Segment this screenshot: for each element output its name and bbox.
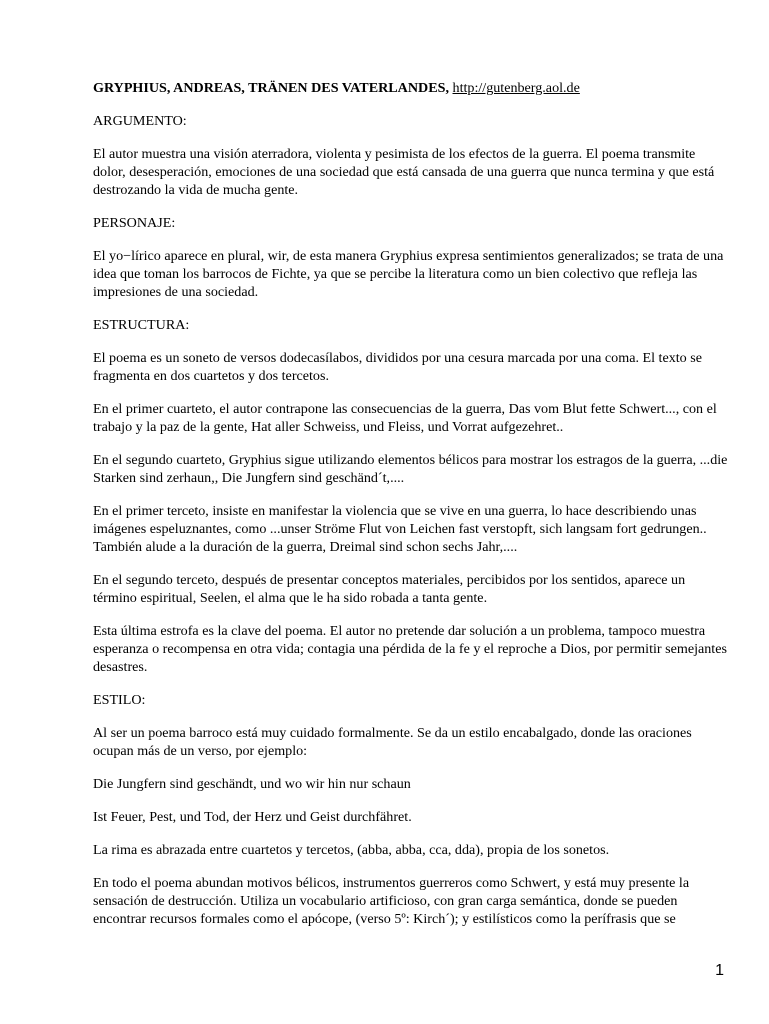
paragraph-estructura: El poema es un soneto de versos dodecasílabos, divididos por una cesura marcada por una coma. El texto se fragmenta en dos cuartetos y dos tercetos. xyxy=(93,350,702,384)
heading-personaje: PERSONAJE: xyxy=(93,215,176,231)
page-number: 1 xyxy=(715,962,724,979)
heading-estructura: ESTRUCTURA: xyxy=(93,317,190,333)
source-link[interactable]: http://gutenberg.aol.de xyxy=(452,80,580,96)
paragraph-ultima-estrofa: Esta última estrofa es la clave del poema. El autor no pretende dar solución a un problema, tampoco muestra esperanza o recompensa en otra vida; contagia una pérdida de la fe y el reproche a Dios, por permitir semejantes desastres. xyxy=(93,623,727,675)
paragraph-primer-cuarteto: En el primer cuarteto, el autor contrapone las consecuencias de la guerra, Das vom Blut fette Schwert..., con el trabajo y la paz de la gente, Hat aller Schweiss, und Fleiss, und Vorrat aufgezehret.. xyxy=(93,401,717,435)
verse-example-2: Ist Feuer, Pest, und Tod, der Herz und Geist durchfähret. xyxy=(93,809,412,825)
paragraph-motivos: En todo el poema abundan motivos bélicos, instrumentos guerreros como Schwert, y está muy presente la sensación de destrucción. Utiliza un vocabulario artificioso, con gran carga semántica, donde se pueden encontrar recursos formales como el apócope, (verso 5º: Kirch´); y estilísticos como la perífrasis que se xyxy=(93,875,690,927)
paragraph-personaje: El yo−lírico aparece en plural, wir, de esta manera Gryphius expresa sentimientos generalizados; se trata de una idea que toman los barrocos de Fichte, ya que se percibe la literatura como un bien colectivo que refleja las impresiones de una sociedad. xyxy=(93,248,724,300)
paragraph-segundo-terceto: En el segundo terceto, después de presentar conceptos materiales, percibidos por los sentidos, aparece un término espiritual, Seelen, el alma que le ha sido robada a tanta gente. xyxy=(93,572,686,606)
paragraph-primer-terceto: En el primer terceto, insiste en manifestar la violencia que se vive en una guerra, lo hace describiendo unas imágenes espeluznantes, como ...unser Ströme Flut von Leichen fast verstopft, sich langsam fort gedrungen.. También alude a la duración de la guerra, Dreimal sind schon sechs Jahr,.... xyxy=(93,503,707,555)
paragraph-argumento: El autor muestra una visión aterradora, violenta y pesimista de los efectos de la guerra. El poema transmite dolor, desesperación, emociones de una sociedad que está cansada de una guerra que nunca termina y que está destrozando la vida de mucha gente. xyxy=(93,146,715,198)
title-text: GRYPHIUS, ANDREAS, TRÄNEN DES VATERLANDES, xyxy=(93,80,449,96)
paragraph-estilo: Al ser un poema barroco está muy cuidado formalmente. Se da un estilo encabalgado, donde las oraciones ocupan más de un verso, por ejemplo: xyxy=(93,725,692,759)
paragraph-segundo-cuarteto: En el segundo cuarteto, Gryphius sigue utilizando elementos bélicos para mostrar los estragos de la guerra, ...die Starken sind zerhaun,, Die Jungfern sind geschänd´t,.... xyxy=(93,452,728,486)
verse-example-1: Die Jungfern sind geschändt, und wo wir hin nur schaun xyxy=(93,776,411,792)
document-body xyxy=(93,79,728,943)
paragraph-rima: La rima es abrazada entre cuartetos y tercetos, (abba, abba, cca, dda), propia de los sonetos. xyxy=(93,842,610,858)
heading-estilo: ESTILO: xyxy=(93,692,146,708)
document-title xyxy=(93,79,728,97)
heading-argumento: ARGUMENTO: xyxy=(93,113,187,129)
